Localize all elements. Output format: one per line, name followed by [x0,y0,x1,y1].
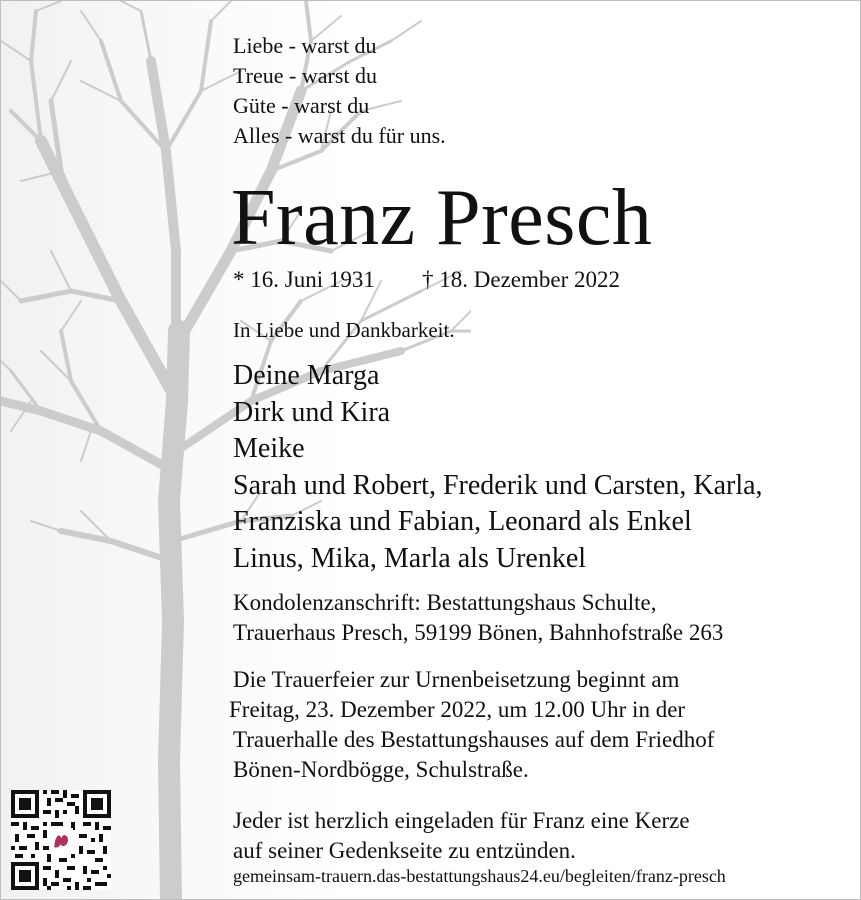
condolence-line: Kondolenzanschrift: Bestattungshaus Schulte, [233,590,657,615]
deceased-name: Franz Presch [231,174,653,262]
qr-code-icon[interactable] [11,790,111,890]
death-date: † 18. Dezember 2022 [422,267,620,292]
verse-line: Güte - warst du [233,93,370,118]
invite-line: Jeder ist herzlich eingeladen für Franz eine Kerze [233,808,690,833]
condolence-line: Trauerhaus Presch, 59199 Bönen, Bahnhofstraße 263 [233,620,724,645]
service-line: Freitag, 23. Dezember 2022, um 12.00 Uhr in der [229,697,686,722]
family-line: Linus, Mika, Marla als Urenkel [233,542,587,574]
family-line: Sarah und Robert, Frederik und Carsten, Karla, [233,469,763,501]
verse-line: Liebe - warst du [233,33,377,58]
service-line: Bönen-Nordbögge, Schulstraße. [233,757,529,782]
verse-line: Alles - warst du für uns. [233,123,446,148]
family-line: Dirk und Kira [233,396,391,428]
service-line: Trauerhalle des Bestattungshauses auf dem Friedhof [233,727,715,752]
service-line: Die Trauerfeier zur Urnenbeisetzung beginnt am [233,667,680,692]
family-line: Meike [233,433,305,464]
family-line: Deine Marga [233,360,380,391]
memorial-page-link[interactable]: gemeinsam-trauern.das-bestattungshaus24.eu/begleiten/franz-presch [233,866,726,886]
verse-line: Treue - warst du [233,63,377,88]
invite-line: auf seiner Gedenkseite zu entzünden. [233,838,576,863]
family-line: Franziska und Fabian, Leonard als Enkel [233,506,692,537]
thanks-line: In Liebe und Dankbarkeit. [233,318,455,342]
birth-date: * 16. Juni 1931 [233,267,375,292]
